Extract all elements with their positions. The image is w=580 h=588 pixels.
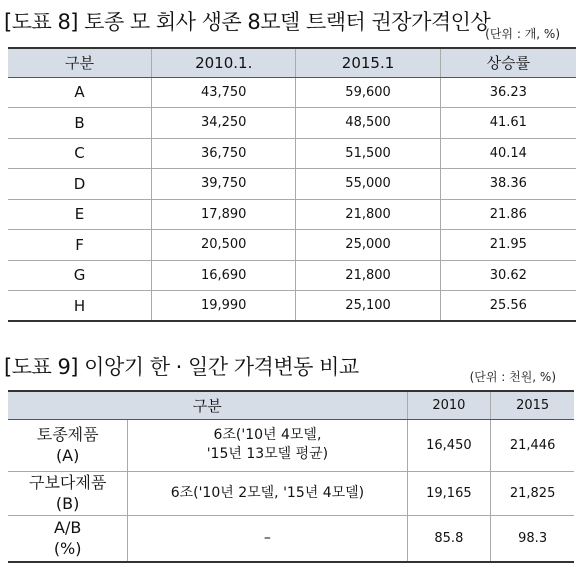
- table8-header-row: [8, 48, 576, 77]
- table8-cell-model: A: [74, 83, 85, 102]
- table9-cell-desc: [128, 515, 407, 562]
- table8-cell-2010: 16,690: [152, 260, 296, 291]
- table8-cell-2010: 34,250: [152, 108, 296, 139]
- table8-row: [8, 138, 576, 169]
- table8-row: [8, 260, 576, 291]
- table9-cell-desc: [128, 471, 407, 515]
- table8-cell-model: F: [8, 230, 152, 261]
- table8-cell-rate: 21.95: [440, 230, 576, 261]
- table9-cell-name: [8, 471, 128, 515]
- table8-row: [8, 169, 576, 200]
- table9-header-category: 구분: [8, 391, 407, 419]
- table9-cell-v2010: 16,450: [407, 419, 491, 471]
- table9-cell-name: [8, 419, 128, 471]
- table8-cell-rate: 41.61: [440, 108, 576, 139]
- table8-cell-2010: 36,750: [152, 138, 296, 169]
- table9-row: [8, 515, 574, 562]
- table8-cell-model: H: [8, 291, 152, 322]
- table8-cell-2015: 48,500: [296, 108, 440, 139]
- table8-row: [8, 108, 576, 139]
- table9-cell-desc: [128, 419, 407, 471]
- table9-cell-v2015: 98.3: [491, 515, 574, 562]
- table8-cell-model: D: [8, 169, 152, 200]
- table8: [8, 47, 576, 322]
- table8-unit: (단위 : 개, %): [485, 27, 560, 41]
- table8-row: [8, 77, 576, 108]
- table9-cell-v2015: 21,446: [491, 419, 574, 471]
- table8-header-2010: 2010.1.: [152, 48, 296, 77]
- table8-header-2015: 2015.1: [296, 48, 440, 77]
- table8-cell-rate: 36.23: [440, 77, 576, 108]
- table8-cell-rate: 30.62: [440, 260, 576, 291]
- table8-cell-2015: 51,500: [296, 138, 440, 169]
- table8-row: [8, 230, 576, 261]
- table8-row: [8, 291, 576, 322]
- table8-cell-rate: 38.36: [440, 169, 576, 200]
- table8-cell-model: C: [8, 138, 152, 169]
- table9-desc-line: 6조('10년 4모델,: [213, 427, 322, 443]
- table9-row: [8, 419, 574, 471]
- table8-cell-2015: 59,600: [296, 77, 440, 108]
- table9-name-line: A/B: [54, 518, 82, 538]
- table8-cell-2010: 19,990: [152, 291, 296, 322]
- table8-title: [도표 8] 토종 모 회사 생존 8모델 트랙터 권장가격인상: [4, 10, 491, 34]
- table9-name-line: 구보다제품: [29, 473, 107, 492]
- table9-header-row: [8, 391, 574, 419]
- table8-row: [8, 199, 576, 230]
- table9-desc-line: '15년 13모델 평균): [206, 446, 329, 462]
- table9-cell-name: [8, 515, 128, 562]
- table8-cell-2015: 25,000: [296, 230, 440, 261]
- table8-cell-2010: 20,500: [152, 230, 296, 261]
- table9-name-line: (A): [55, 446, 80, 465]
- table8-cell-rate: 40.14: [440, 138, 576, 169]
- table9-name-line: (B): [55, 494, 80, 513]
- table8-cell-2015: 21,800: [296, 260, 440, 291]
- table8-header-rate: 상승률: [440, 48, 576, 77]
- table9-header-2010: 2010: [407, 391, 491, 419]
- table9-desc-line: 6조('10년 2모델, '15년 4모델): [170, 484, 365, 501]
- table9-cell-v2010: 85.8: [407, 515, 491, 562]
- table9-desc-line: –: [263, 529, 271, 546]
- table8-cell-rate: 21.86: [440, 199, 576, 230]
- table8-cell-2015: 55,000: [296, 169, 440, 200]
- table8-cell-model: G: [8, 260, 152, 291]
- table9: [8, 390, 574, 563]
- table9-unit: (단위 : 천원, %): [469, 370, 556, 384]
- table8-cell-rate: 25.56: [440, 291, 576, 322]
- table9-cell-v2010: 19,165: [407, 471, 491, 515]
- table8-header-category: 구분: [8, 48, 152, 77]
- table8-cell-2010: 17,890: [152, 199, 296, 230]
- table9-cell-v2015: 21,825: [491, 471, 574, 515]
- table9-name-line: (%): [53, 539, 82, 559]
- table9-title: [도표 9] 이앙기 한 · 일간 가격변동 비교: [4, 355, 359, 379]
- table8-cell-2015: 25,100: [296, 291, 440, 322]
- table8-cell-2010: 39,750: [152, 169, 296, 200]
- table9-header-2015: 2015: [491, 391, 574, 419]
- table8-cell-model: E: [8, 199, 152, 230]
- table9-row: [8, 471, 574, 515]
- table8-cell-2010: 43,750: [152, 77, 296, 108]
- table8-cell-model: B: [8, 108, 152, 139]
- table8-cell-2015: 21,800: [296, 199, 440, 230]
- table9-name-line: 토종제품: [36, 425, 99, 444]
